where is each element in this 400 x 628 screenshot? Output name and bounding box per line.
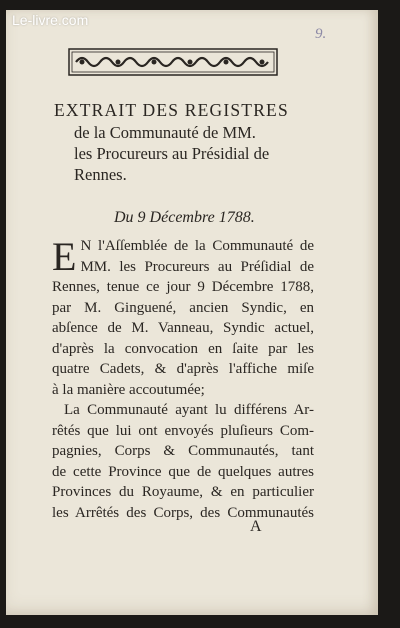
document-title: EXTRAIT DES REGISTRES xyxy=(54,100,289,120)
page-number: 9. xyxy=(315,26,327,42)
body-line: rêtés que lui ont envoyés pluſieurs Com- xyxy=(52,422,314,439)
body-line: Rennes, tenue ce jour 9 Décembre 1788, xyxy=(52,279,314,295)
subtitle-line: Rennes. xyxy=(74,165,127,184)
body-line: d'après la convocation en ſaite par les xyxy=(52,340,314,357)
signature-mark: A xyxy=(250,518,262,535)
document-body xyxy=(52,236,314,523)
body-line: les Arrêtés des Corps, des Communautés xyxy=(52,504,314,521)
body-line: La Communauté ayant lu différens Ar- xyxy=(64,402,314,418)
drop-cap: E xyxy=(52,234,77,279)
body-line: par M. Ginguené, ancien Syndic, en xyxy=(52,299,314,316)
subtitle-line: de la Communauté de MM. xyxy=(74,123,256,142)
document-subtitle xyxy=(74,122,334,185)
document-page xyxy=(6,10,378,615)
body-line: quatre Cadets, & d'après l'affiche miſe xyxy=(52,361,314,377)
paragraph-2 xyxy=(52,400,314,523)
document-date: Du 9 Décembre 1788. xyxy=(114,209,255,226)
body-line: pagnies, Corps & Communautés, tant xyxy=(52,443,314,459)
body-line: de cette Province que de quelques autres xyxy=(52,463,314,480)
paragraph-1 xyxy=(52,236,314,400)
watermark-text: Le-livre.com xyxy=(12,12,89,28)
body-line: N l'Aſſemblée de la Communauté de xyxy=(80,238,314,254)
body-line: Provinces du Royaume, & en particulier xyxy=(52,484,314,500)
body-line: abſence de M. Vanneau, Syndic actuel, xyxy=(52,320,314,336)
body-line: MM. les Procureurs au Préſidial de xyxy=(80,258,314,275)
subtitle-line: les Procureurs au Présidial de xyxy=(74,144,270,163)
body-line: à la manière accoutumée; xyxy=(52,381,205,398)
ornament-border xyxy=(68,48,278,76)
